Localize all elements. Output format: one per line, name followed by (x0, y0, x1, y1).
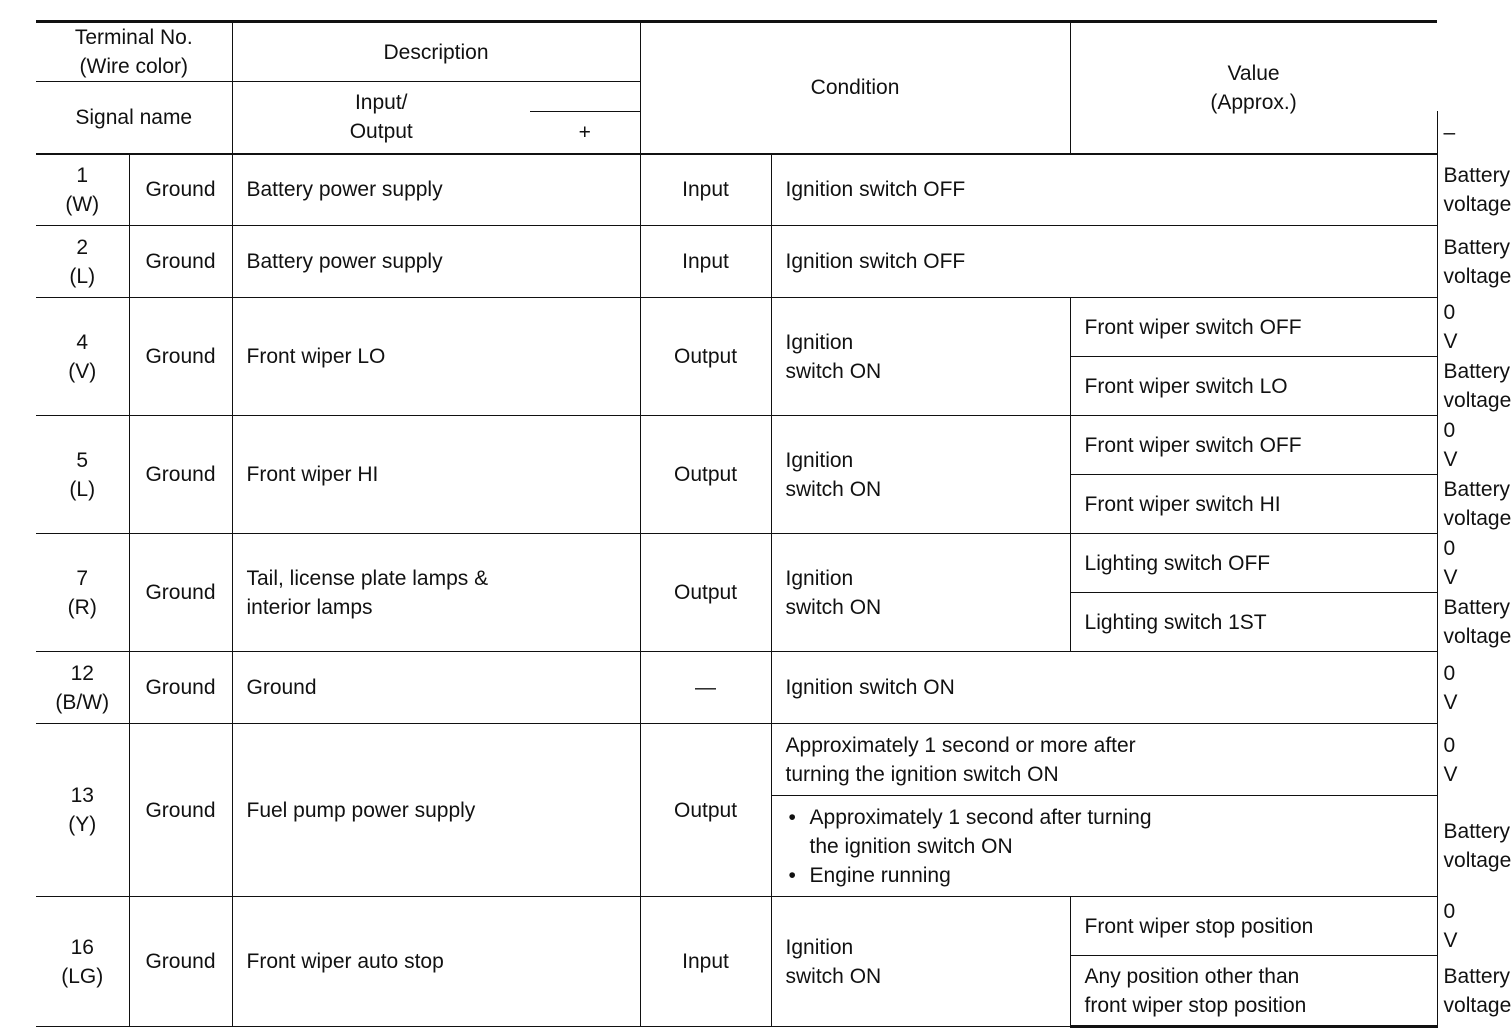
terminal-cell: 16 (LG) (36, 897, 129, 1027)
condition-bullet-list (786, 803, 1423, 890)
condition-cell: Approximately 1 second or more after turning the ignition switch ON (771, 724, 1437, 796)
signal-cell: Front wiper HI (232, 416, 640, 534)
condition-cell: Ignition switch ON (771, 897, 1070, 1027)
header-description: Description (232, 22, 640, 82)
table-row: Any position other than front wiper stop position Battery voltage (36, 956, 1437, 1027)
signal-cell: Fuel pump power supply (232, 724, 640, 897)
terminal-cell: 1 (W) (36, 154, 129, 226)
sub-condition-cell: Front wiper stop position (1070, 897, 1437, 956)
terminal-table: Terminal No. (Wire color) Description Condition Value (Approx.) Signal name Input/ Output + – 1 (W) Ground Battery power supply Input Ignition switch OFF Battery voltage 2 (L) Ground Battery power supply Input Ignition switch OFF Battery voltage 4 (V) Ground Front wiper LO Output Ignition switch ON Front wiper switch OFF 0 V Front wiper switch LO Battery voltage 5 (L) Ground Front wiper HI Output Ignition switch ON Front wiper switch OFF 0 V Front wiper switch HI Battery voltage 7 (R) Ground Tail, license plate lamps & interior lamps Output Ignition switch ON Lighting switch OFF 0 V Lighting switch 1ST Battery voltage 12 (B/W) Ground Ground — Ignition switch ON 0 V 13 (Y) Ground Fuel pump power supply Output Approximately 1 second or more after turning the ignition switch ON 0 V • Approximately 1 second after turning the ignition switch ON • Engine running Battery voltage 16 (LG) Ground Front wiper auto stop Input Ignition switch ON Front wiper stop position 0 V Any position other than front wiper stop position Battery voltage (36, 20, 1437, 1028)
table-row: 12 (B/W) Ground Ground — Ignition switch ON 0 V (36, 652, 1437, 724)
table-row: 1 (W) Ground Battery power supply Input Ignition switch OFF Battery voltage (36, 154, 1437, 226)
header-value: Value (Approx.) (1070, 22, 1437, 154)
header-signal-name: Signal name (36, 82, 232, 154)
ground-cell: Ground (129, 724, 232, 897)
sub-condition-cell: Front wiper switch OFF (1070, 298, 1437, 357)
ground-cell: Ground (129, 154, 232, 226)
io-cell: Input (640, 897, 771, 1027)
terminal-cell: 5 (L) (36, 416, 129, 534)
ground-cell: Ground (129, 416, 232, 534)
terminal-cell: 4 (V) (36, 298, 129, 416)
table-row: 5 (L) Ground Front wiper HI Output Ignition switch ON Front wiper switch OFF 0 V (36, 416, 1437, 475)
terminal-cell: 7 (R) (36, 534, 129, 652)
table-row: 2 (L) Ground Battery power supply Input Ignition switch OFF Battery voltage (36, 226, 1437, 298)
terminal-cell: 12 (B/W) (36, 652, 129, 724)
signal-cell: Tail, license plate lamps & interior lamps (232, 534, 640, 652)
signal-cell: Ground (232, 652, 640, 724)
io-cell: — (640, 652, 771, 724)
condition-cell: Ignition switch ON (771, 652, 1437, 724)
ground-cell: Ground (129, 534, 232, 652)
sub-condition-cell: Front wiper switch HI (1070, 475, 1437, 534)
condition-cell: Ignition switch OFF (771, 226, 1437, 298)
table-row: 16 (LG) Ground Front wiper auto stop Input Ignition switch ON Front wiper stop position 0 V (36, 897, 1437, 956)
table-row: Front wiper switch HI Battery voltage (36, 475, 1437, 534)
table-row: 4 (V) Ground Front wiper LO Output Ignition switch ON Front wiper switch OFF 0 V (36, 298, 1437, 357)
sub-condition-cell: Lighting switch OFF (1070, 534, 1437, 593)
io-cell: Input (640, 154, 771, 226)
condition-cell: Ignition switch ON (771, 534, 1070, 652)
table-row: 7 (R) Ground Tail, license plate lamps & interior lamps Output Ignition switch ON Lighting switch OFF 0 V (36, 534, 1437, 593)
table-row: • Approximately 1 second after turning the ignition switch ON • Engine running Battery voltage (36, 796, 1437, 897)
sub-condition-cell: Front wiper switch LO (1070, 357, 1437, 416)
io-cell: Output (640, 724, 771, 897)
condition-cell: Ignition switch OFF (771, 154, 1437, 226)
sub-condition-cell: Front wiper switch OFF (1070, 416, 1437, 475)
ground-cell: Ground (129, 298, 232, 416)
ground-cell: Ground (129, 897, 232, 1027)
signal-cell: Battery power supply (232, 154, 640, 226)
header-io: Input/ Output (232, 82, 530, 154)
condition-cell: Ignition switch ON (771, 416, 1070, 534)
table-row: Lighting switch 1ST Battery voltage (36, 593, 1437, 652)
sub-condition-cell: Lighting switch 1ST (1070, 593, 1437, 652)
header-terminal: Terminal No. (Wire color) (36, 22, 232, 82)
io-cell: Input (640, 226, 771, 298)
signal-cell: Front wiper auto stop (232, 897, 640, 1027)
condition-cell (771, 796, 1437, 897)
io-cell: Output (640, 298, 771, 416)
signal-cell: Battery power supply (232, 226, 640, 298)
ground-cell: Ground (129, 226, 232, 298)
header-plus: + (530, 112, 640, 154)
signal-cell: Front wiper LO (232, 298, 640, 416)
ground-cell: Ground (129, 652, 232, 724)
terminal-cell: 2 (L) (36, 226, 129, 298)
table-row: Front wiper switch LO Battery voltage (36, 357, 1437, 416)
sub-condition-cell: Any position other than front wiper stop position (1070, 956, 1437, 1027)
terminal-cell: 13 (Y) (36, 724, 129, 897)
list-item: • Approximately 1 second after turning the ignition switch ON (786, 803, 1423, 861)
io-cell: Output (640, 534, 771, 652)
table-row: 13 (Y) Ground Fuel pump power supply Output Approximately 1 second or more after turning the ignition switch ON 0 V (36, 724, 1437, 796)
header-condition: Condition (640, 22, 1070, 154)
condition-cell: Ignition switch ON (771, 298, 1070, 416)
list-item: • Engine running (786, 861, 1423, 890)
io-cell: Output (640, 416, 771, 534)
